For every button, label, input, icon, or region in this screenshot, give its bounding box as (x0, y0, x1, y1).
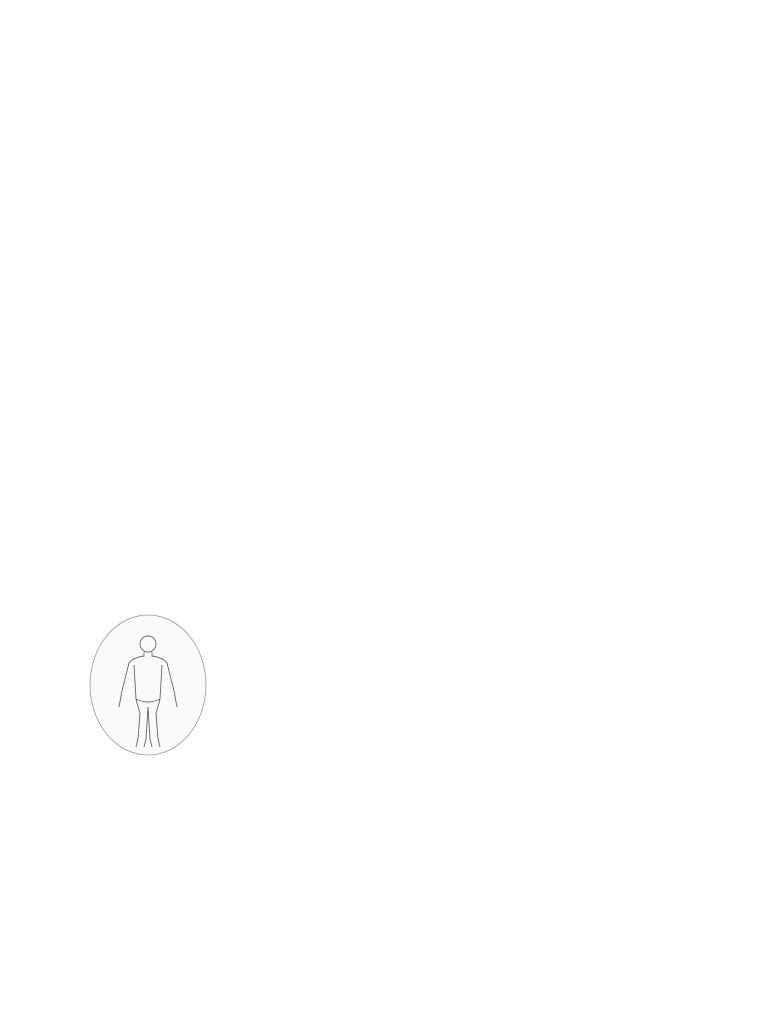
aura-figure (72, 607, 224, 785)
aura-illustration (72, 607, 224, 757)
